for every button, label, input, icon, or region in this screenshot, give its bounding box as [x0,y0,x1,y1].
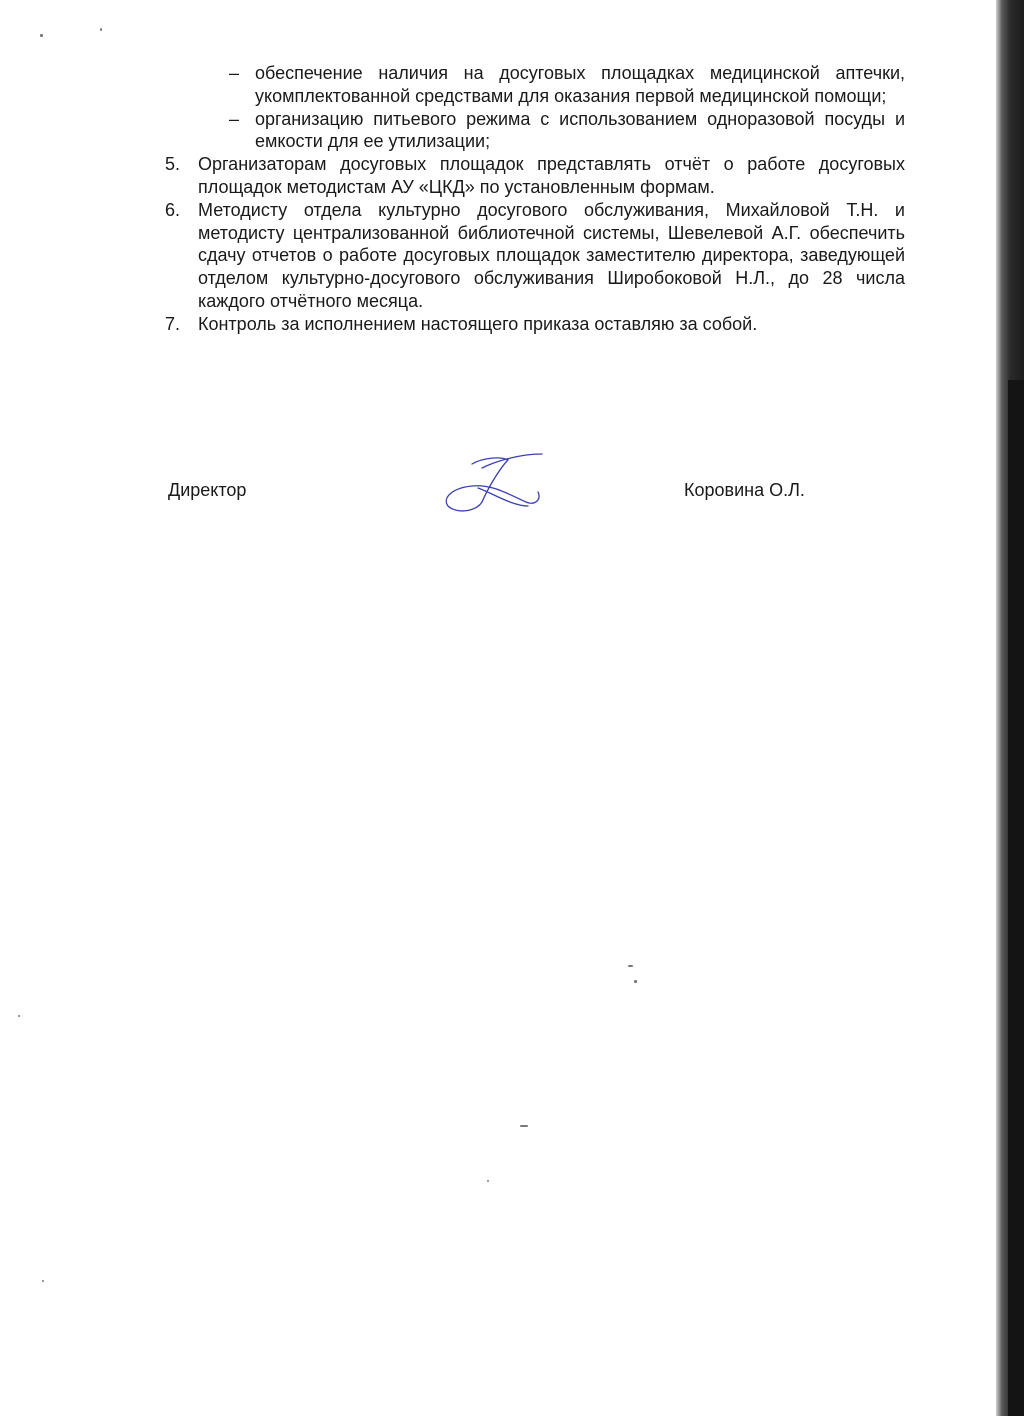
scan-speck [18,1015,20,1017]
scan-speck [100,28,102,31]
scanner-edge-shadow [1008,380,1024,1416]
item-text: Методисту отдела культурно досугового обслуживания, Михайловой Т.Н. и методисту централизованной библиотечной системы, Шевелевой А.Г. обеспечить сдачу отчетов о работе досуговых площадок заместителю директора, заведующей отделом культурно-досугового обслуживания Широбоковой Н.Л., до 28 числа каждого отчётного месяца. [198,199,905,311]
dash-list-item [165,62,905,108]
signatory-name: Коровина О.Л. [684,480,805,500]
item-text: Контроль за исполнением настоящего приказа оставляю за собой. [198,313,758,334]
dash-list-item-text: организацию питьевого режима с использованием одноразовой посуды и емкости для ее утилизации; [255,108,905,152]
scan-speck [40,34,43,37]
dash-bullet: – [229,63,240,83]
document-body [165,62,905,336]
numbered-item-5 [165,153,905,199]
scan-speck [628,965,633,967]
scan-speck [634,980,637,983]
scan-speck [42,1280,44,1282]
dash-list-item [165,108,905,154]
item-text: Организаторам досуговых площадок представлять отчёт о работе досуговых площадок методистам АУ «ЦКД» по установленным формам. [198,154,905,197]
dash-bullet: – [229,108,240,129]
numbered-item-7 [165,313,905,336]
scan-speck [487,1180,489,1182]
scan-speck [520,1125,528,1127]
item-number: 5. [165,154,181,175]
handwritten-signature [442,448,552,518]
signatory-title: Директор [168,480,247,500]
item-number: 7. [165,313,181,334]
numbered-item-6 [165,199,905,313]
item-number: 6. [165,199,181,220]
dash-list-item-text: обеспечение наличия на досуговых площадках медицинской аптечки, укомплектованной средствами для оказания первой медицинской помощи; [255,63,905,106]
